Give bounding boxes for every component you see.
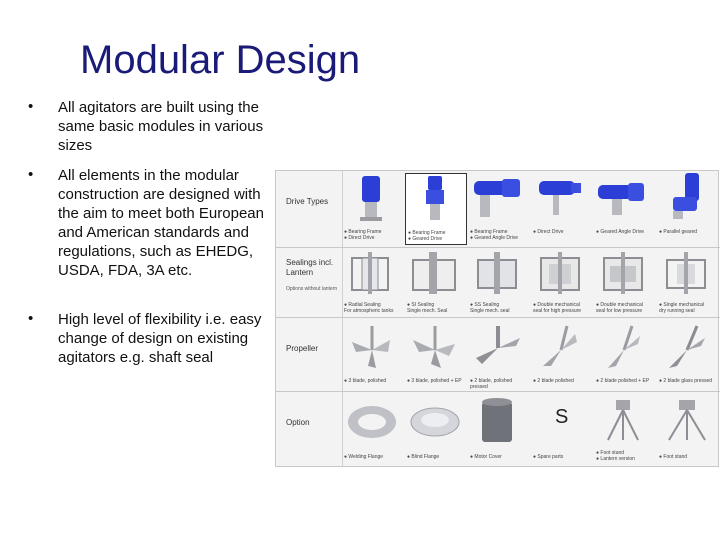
propeller-caption: ● 2 blade, polished pressed: [470, 378, 513, 390]
welding-flange-image: [342, 396, 402, 446]
propeller-image: [342, 322, 402, 372]
row-label: Propeller: [286, 344, 319, 353]
option-cell: [468, 396, 530, 466]
drive-caption: ● Geared Angle Drive: [596, 229, 645, 235]
sealing-cell: [531, 250, 593, 316]
propeller-caption: ● 2 blade polished: [533, 378, 574, 384]
drive-cell-selected: [405, 173, 467, 245]
option-caption: ● Blind Flange: [407, 454, 440, 460]
drive-caption: ● Parallel geared: [659, 229, 698, 235]
propeller-caption: ● 3 blade, polished: [344, 378, 387, 384]
propeller-cell: [468, 322, 530, 390]
drive-cell: [657, 173, 719, 245]
si-sealing-image: [405, 250, 465, 296]
module-figure: [275, 170, 719, 467]
geared-angle-drive-image: [594, 173, 654, 223]
sealing-cell: [342, 250, 404, 316]
sealing-caption: ● Double mechanical seal for high pressure: [533, 302, 582, 314]
foot-stand-image: [657, 396, 717, 446]
drive-cell: [531, 173, 593, 245]
option-caption: ● Motor Cover: [470, 454, 502, 460]
geared-angle-drive-image: [468, 173, 528, 223]
drive-cell: [594, 173, 656, 245]
propeller-image: [405, 322, 465, 372]
sealing-cell: [657, 250, 719, 316]
option-caption: ● Foot stand ● Lantern version: [596, 450, 635, 462]
row-sublabel: Options without lantern: [286, 286, 338, 292]
option-cell: [531, 396, 593, 466]
sealing-caption: ● Double mechanical seal for low pressure: [596, 302, 643, 314]
row-propeller: [276, 317, 720, 391]
drive-caption: ● Bearing Frame ● Geared Angle Drive: [470, 229, 519, 241]
propeller-cell: [594, 322, 656, 390]
sealing-cell: [405, 250, 467, 316]
sealing-caption: ● SS Sealing Single mech. seal: [470, 302, 510, 314]
propeller-cell: [342, 322, 404, 390]
propeller-image: [531, 322, 591, 372]
propeller-image: [657, 322, 717, 372]
option-cell: [405, 396, 467, 466]
option-caption: ● Foot stand: [659, 454, 688, 460]
bullet-marker: •: [28, 98, 34, 115]
double-seal-high-pressure-image: [531, 250, 591, 296]
row-drive-types: [276, 171, 720, 247]
option-cell: [594, 396, 656, 466]
sealing-cell: [594, 250, 656, 316]
propeller-cell: [531, 322, 593, 390]
double-seal-low-pressure-image: [594, 250, 654, 296]
propeller-cell: [657, 322, 719, 390]
geared-drive-image: [406, 174, 466, 224]
propeller-caption: ● 2 blade glass pressed: [659, 378, 713, 384]
propeller-caption: ● 3 blade, polished + EP: [407, 378, 462, 384]
ss-sealing-image: [468, 250, 528, 296]
parallel-geared-image: [657, 173, 717, 223]
direct-drive-image: [531, 173, 591, 223]
spare-parts-letter: S: [555, 406, 569, 428]
option-cell: [342, 396, 404, 466]
row-label: Option: [286, 418, 310, 427]
slide-title: Modular Design: [80, 38, 361, 82]
bullet-text: All elements in the modular construction are designed with the aim to meet both European and American standards and regulations, such as EHEDG, USDA, FDA, 3A etc.: [58, 167, 264, 279]
propeller-cell: [405, 322, 467, 390]
row-sealings: [276, 247, 720, 317]
dry-running-seal-image: [657, 250, 717, 296]
sealing-caption: ● Radial Sealing For atmospheric tanks: [344, 302, 394, 314]
bullet-marker: •: [28, 310, 34, 327]
propeller-image: [468, 322, 528, 372]
direct-drive-image: [342, 173, 402, 223]
bullet-text: High level of flexibility i.e. easy change of design on existing agitators e.g. shaft seal: [58, 311, 262, 366]
bullet-marker: •: [28, 166, 34, 183]
propeller-caption: ● 2 blade polished + EP: [596, 378, 650, 384]
motor-cover-image: [468, 396, 528, 446]
row-option: [276, 391, 720, 466]
option-cell: [657, 396, 719, 466]
drive-caption: ● Bearing Frame ● Geared Drive: [408, 230, 446, 242]
propeller-image: [594, 322, 654, 372]
radial-sealing-image: [342, 250, 402, 296]
drive-caption: ● Direct Drive: [533, 229, 564, 235]
foot-stand-lantern-image: [594, 396, 654, 446]
drive-cell: [468, 173, 530, 245]
drive-caption: ● Bearing Frame ● Direct Drive: [344, 229, 382, 241]
row-label: Drive Types: [286, 197, 329, 206]
option-caption: ● Spare parts: [533, 454, 564, 460]
option-caption: ● Welding Flange: [344, 454, 384, 460]
blind-flange-image: [405, 396, 465, 446]
sealing-cell: [468, 250, 530, 316]
sealing-caption: ● SI Sealing Single mech. Seal: [407, 302, 448, 314]
row-label: Sealings incl. Lantern: [286, 258, 334, 277]
drive-cell: [342, 173, 404, 245]
sealing-caption: ● Single mechanical dry running seal: [659, 302, 704, 314]
bullet-text: All agitators are built using the same basic modules in various sizes: [58, 99, 264, 154]
